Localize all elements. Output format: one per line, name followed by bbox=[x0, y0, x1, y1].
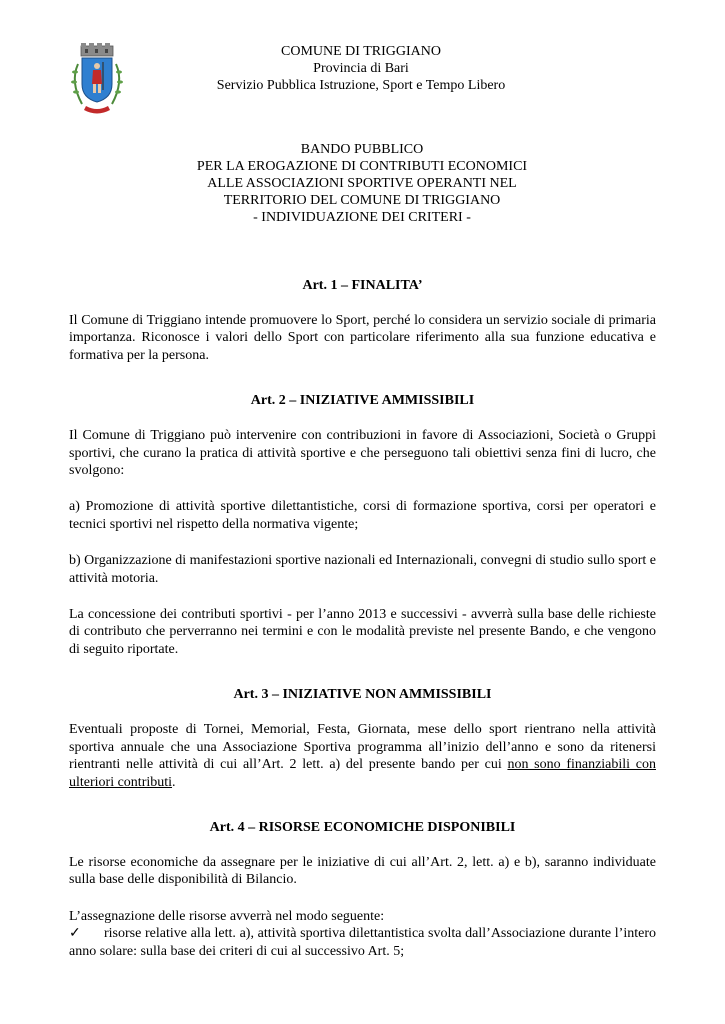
document-body bbox=[69, 277, 656, 960]
municipality-header bbox=[180, 43, 542, 94]
art4-assignment-intro: L’assegnazione delle risorse avverrà nel modo seguente: bbox=[69, 908, 385, 924]
title-line-5: - INDIVIDUAZIONE DEI CRITERI - bbox=[253, 210, 471, 225]
art2-paragraph-intro: Il Comune di Triggiano può intervenire con contribuzioni in favore di Associazioni, Società o Gruppi sportivi, che curano la pratica di attività sportive e che perseguono tali obiettivi senza fini di lucro, che svolgono: bbox=[69, 428, 656, 479]
art2-paragraph-concession: La concessione dei contributi sportivi - per l’anno 2013 e successivi - avverrà sulla base delle richieste di contributo che perverranno nei termini e con le modalità previste nel presente Bando, e che vengono di seguito riportate. bbox=[69, 607, 656, 657]
art4-paragraph: Le risorse economiche da assegnare per le iniziative di cui all’Art. 2, lett. a) e b), saranno individuate sulla base delle disponibilità di Bilancio. bbox=[69, 854, 656, 888]
art4-bullet-1-text: risorse relative alla lett. a), attività sportiva dilettantistica svolta dall’Associazione durante l’intero anno solare: sulla base dei criteri di cui al successivo Art. 5; bbox=[69, 926, 656, 959]
title-line-1: BANDO PUBBLICO bbox=[300, 142, 424, 157]
title-line-2: PER LA EROGAZIONE DI CONTRIBUTI ECONOMICI bbox=[196, 159, 528, 174]
service-name: Servizio Pubblica Istruzione, Sport e Tempo Libero bbox=[216, 78, 506, 93]
art3-paragraph bbox=[69, 721, 656, 791]
art2-item-a: a) Promozione di attività sportive dilettantistiche, corsi di formazione sportiva, corsi per operatori e tecnici sportivi nel rispetto della normativa vigente; bbox=[69, 499, 656, 532]
art1-heading: Art. 1 – FINALITA’ bbox=[302, 278, 423, 293]
art3-end: . bbox=[172, 774, 176, 790]
art3-heading: Art. 3 – INIZIATIVE NON AMMISSIBILI bbox=[233, 687, 492, 703]
check-mark-icon: ✓ bbox=[69, 926, 81, 942]
province-name: Provincia di Bari bbox=[313, 61, 409, 76]
art1-paragraph: Il Comune di Triggiano intende promuovere lo Sport, perché lo considera un servizio sociale di primaria importanza. Riconosce i valori dello Sport con particolare riferimento alla sua funzione educativa e formativa per la persona. bbox=[69, 313, 656, 363]
title-line-4: TERRITORIO DEL COMUNE DI TRIGGIANO bbox=[223, 193, 501, 208]
title-line-3: ALLE ASSOCIAZIONI SPORTIVE OPERANTI NEL bbox=[207, 176, 517, 191]
art4-bullet-1 bbox=[69, 925, 656, 960]
art2-heading: Art. 2 – INIZIATIVE AMMISSIBILI bbox=[250, 393, 475, 409]
art3-text: Eventuali proposte di Tornei, Memorial, Festa, Giornata, mese dello sport rientrano nella attività sportiva annuale che una Associazione Sportiva programma all’inizio dell’anno e sono da ritenersi rientranti nelle attività di cui all’Art. 2 lett. a) del presente bando per cui bbox=[69, 722, 656, 773]
art2-item-b: b) Organizzazione di manifestazioni sportive nazionali ed Internazionali, convegni di studio sullo sport e attività motoria. bbox=[69, 553, 656, 586]
document-title bbox=[150, 141, 574, 226]
municipality-name: COMUNE DI TRIGGIANO bbox=[281, 44, 441, 59]
art4-heading: Art. 4 – RISORSE ECONOMICHE DISPONIBILI bbox=[209, 819, 516, 835]
art3-underlined-text: non sono finanziabili con ulteriori contributi bbox=[69, 757, 656, 790]
town-crest-logo bbox=[66, 42, 128, 120]
